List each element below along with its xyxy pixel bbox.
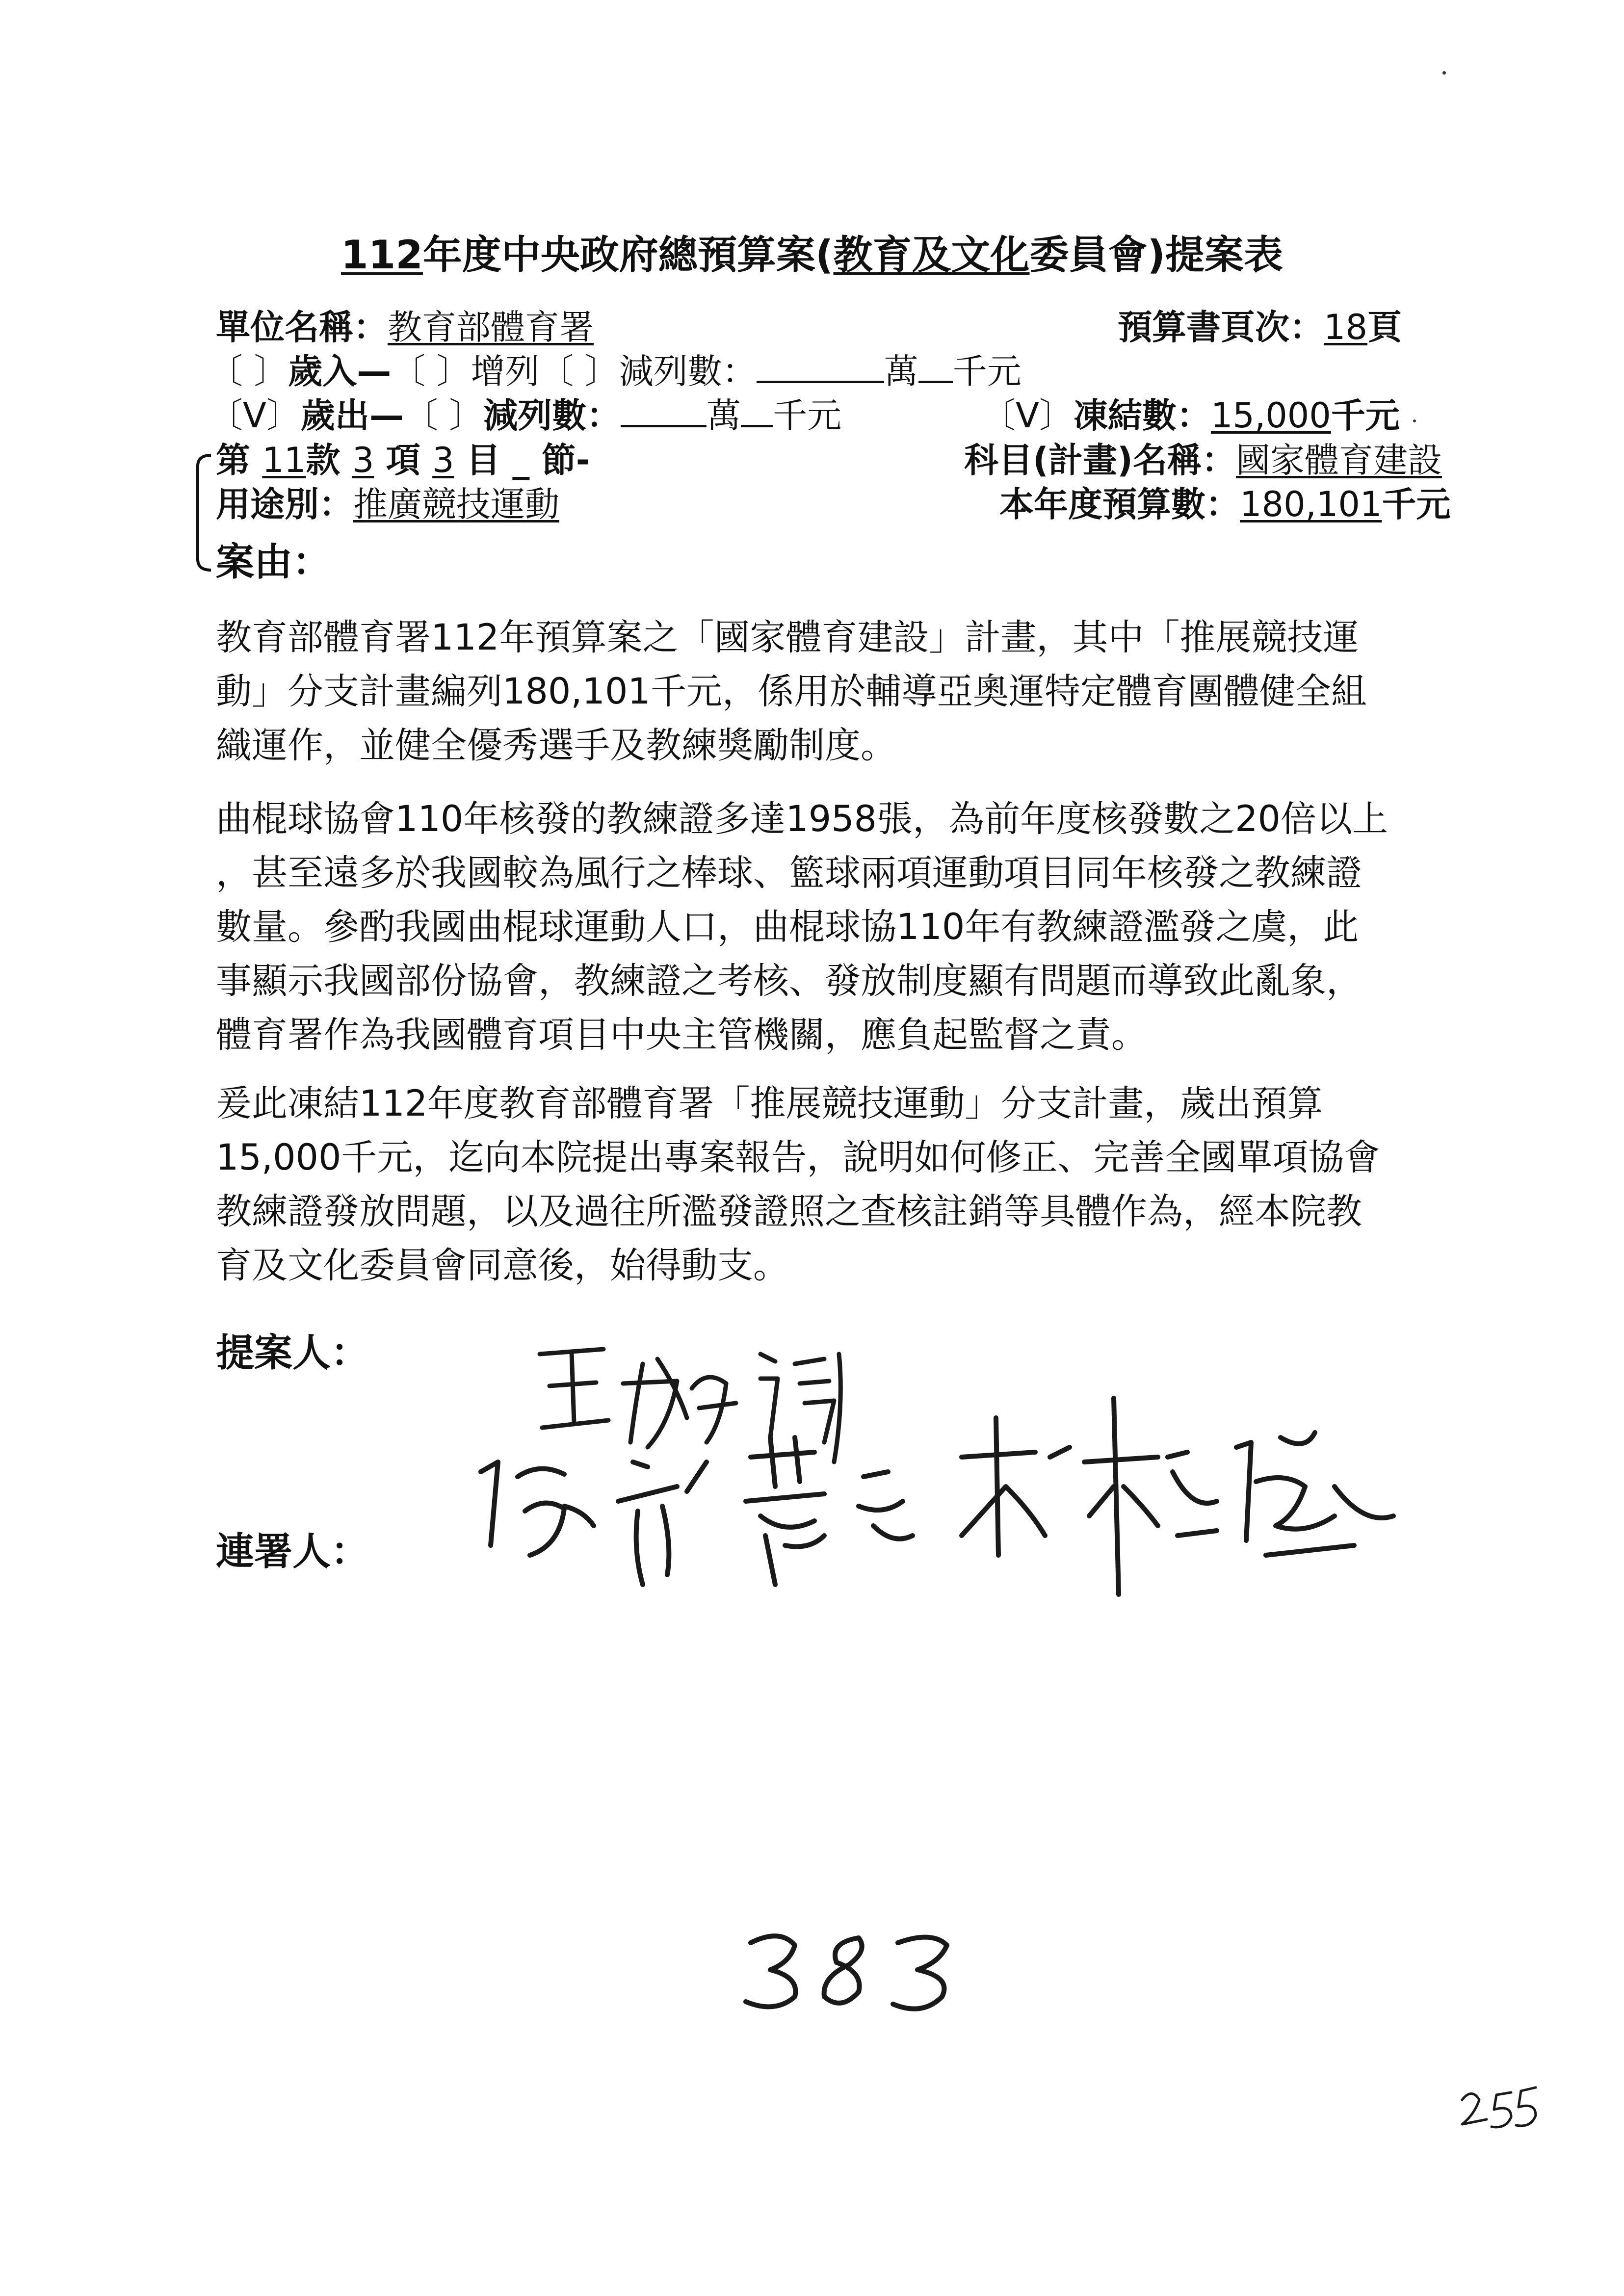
paragraph-line: 數量。參酌我國曲棍球運動人口，曲棍球協110年有教練證濫發之虞，此 bbox=[216, 906, 1359, 948]
kuan-prefix: 第 bbox=[216, 440, 250, 480]
title-text: 年度中央政府總預算案( bbox=[422, 232, 834, 278]
page-ref bbox=[1118, 307, 1402, 347]
paragraph-line: 織運作，並健全優秀選手及教練獎勵制度。 bbox=[216, 725, 896, 766]
title-year: 112 bbox=[341, 232, 423, 278]
revenue-increase: 〔 〕增列 bbox=[391, 351, 540, 391]
proposer-label: 提案人： bbox=[216, 1331, 369, 1375]
section-bracket bbox=[189, 451, 218, 574]
title-committee: 教育及文化 bbox=[833, 232, 1030, 278]
revenue-qian: 千元 bbox=[952, 351, 1022, 391]
page-corner-number bbox=[1457, 2080, 1541, 2136]
budget-unit: 千元 bbox=[1382, 484, 1451, 524]
paragraph-line: 育及文化委員會同意後，始得動支。 bbox=[216, 1245, 789, 1286]
revenue-wan: 萬 bbox=[884, 351, 918, 391]
paragraph-line: 體育署作為我國體育項目中央主管機關，應負起監督之責。 bbox=[216, 1014, 1147, 1056]
expenditure-checkbox: 〔V〕 bbox=[209, 395, 301, 436]
use-value: 推廣競技運動 bbox=[353, 484, 559, 524]
freeze-amount bbox=[981, 395, 1400, 436]
paragraph-line: 動」分支計畫編列180,101千元，係用於輔導亞奧運特定體育團體健全組 bbox=[216, 671, 1367, 712]
reason-paragraph-2 bbox=[216, 792, 1452, 1062]
unit-row bbox=[216, 307, 594, 347]
paragraph-line: 曲棍球協會110年核發的教練證多達1958張，為前年度核發數之20倍以上 bbox=[216, 798, 1388, 840]
page-label: 預算書頁次： bbox=[1118, 307, 1324, 347]
cosigner-label: 連署人： bbox=[216, 1530, 369, 1574]
paragraph-line: 教練證發放問題，以及過往所濫發證照之查核註銷等具體作為，經本院教 bbox=[216, 1191, 1362, 1232]
mu-number: 3 bbox=[432, 440, 454, 480]
revenue-checkbox: 〔 〕 bbox=[209, 351, 288, 391]
freeze-unit: 千元 bbox=[1331, 395, 1400, 436]
expenditure-dec-checkbox: 〔 〕 bbox=[403, 395, 484, 436]
use-row bbox=[216, 484, 559, 524]
paragraph-line: ，甚至遠多於我國較為風行之棒球、籃球兩項運動項目同年核發之教練證 bbox=[216, 852, 1362, 894]
kuan-label: 款 bbox=[306, 440, 341, 480]
paragraph-line: 爰此凍結112年度教育部體育署「推展競技運動」分支計畫，歲出預算 bbox=[216, 1083, 1323, 1124]
reason-paragraph-3 bbox=[216, 1077, 1452, 1293]
unit-label: 單位名稱： bbox=[216, 307, 388, 347]
expenditure-dec-label: 減列數： bbox=[483, 395, 621, 436]
budget-label: 本年度預算數： bbox=[999, 484, 1240, 524]
kuan-number: 11 bbox=[262, 440, 306, 480]
annual-budget bbox=[999, 484, 1451, 524]
use-label: 用途別： bbox=[216, 484, 353, 524]
subject-value: 國家體育建設 bbox=[1235, 440, 1442, 480]
expenditure-row bbox=[209, 395, 842, 436]
revenue-row bbox=[209, 351, 1022, 391]
expenditure-wan-blank bbox=[621, 399, 707, 427]
revenue-decrease: 〔 〕減列數： bbox=[539, 351, 757, 391]
revenue-qian-blank bbox=[918, 355, 953, 383]
expenditure-wan: 萬 bbox=[707, 395, 741, 436]
xiang-number: 3 bbox=[352, 440, 374, 480]
subject-name bbox=[964, 440, 1442, 480]
account-row bbox=[216, 440, 590, 480]
freeze-label: 凍結數： bbox=[1073, 395, 1211, 436]
reason-paragraph-1 bbox=[216, 611, 1452, 773]
revenue-label: 歲入— bbox=[288, 351, 392, 391]
unit-value: 教育部體育署 bbox=[388, 307, 594, 347]
page-stamp bbox=[736, 1923, 971, 2023]
speck bbox=[1413, 419, 1416, 422]
paragraph-line: 15,000千元，迄向本院提出專案報告，說明如何修正、完善全國單項協會 bbox=[216, 1137, 1380, 1178]
page-title bbox=[0, 223, 1624, 280]
page-value: 18 bbox=[1324, 307, 1368, 347]
subject-label: 科目(計畫)名稱： bbox=[964, 440, 1236, 480]
expenditure-qian-blank bbox=[741, 399, 773, 427]
expenditure-qian: 千元 bbox=[773, 395, 842, 436]
cosigner-signature bbox=[471, 1388, 1403, 1626]
freeze-value: 15,000 bbox=[1210, 395, 1331, 436]
freeze-checkbox: 〔V〕 bbox=[981, 395, 1074, 436]
paragraph-line: 教育部體育署112年預算案之「國家體育建設」計畫，其中「推展競技運 bbox=[216, 617, 1359, 658]
revenue-wan-blank bbox=[757, 355, 884, 383]
speck bbox=[1442, 71, 1446, 75]
reason-label: 案由： bbox=[216, 540, 331, 584]
mu-label: 目 bbox=[466, 440, 501, 480]
title-text-end: 委員會)提案表 bbox=[1029, 232, 1283, 278]
budget-value: 180,101 bbox=[1240, 484, 1382, 524]
paragraph-line: 事顯示我國部份協會，教練證之考核、發放制度顯有問題而導致此亂象， bbox=[216, 960, 1362, 1002]
jie-label: _ 節- bbox=[512, 440, 590, 480]
expenditure-label: 歲出— bbox=[300, 395, 404, 436]
xiang-label: 項 bbox=[386, 440, 420, 480]
page-unit: 頁 bbox=[1367, 307, 1402, 347]
